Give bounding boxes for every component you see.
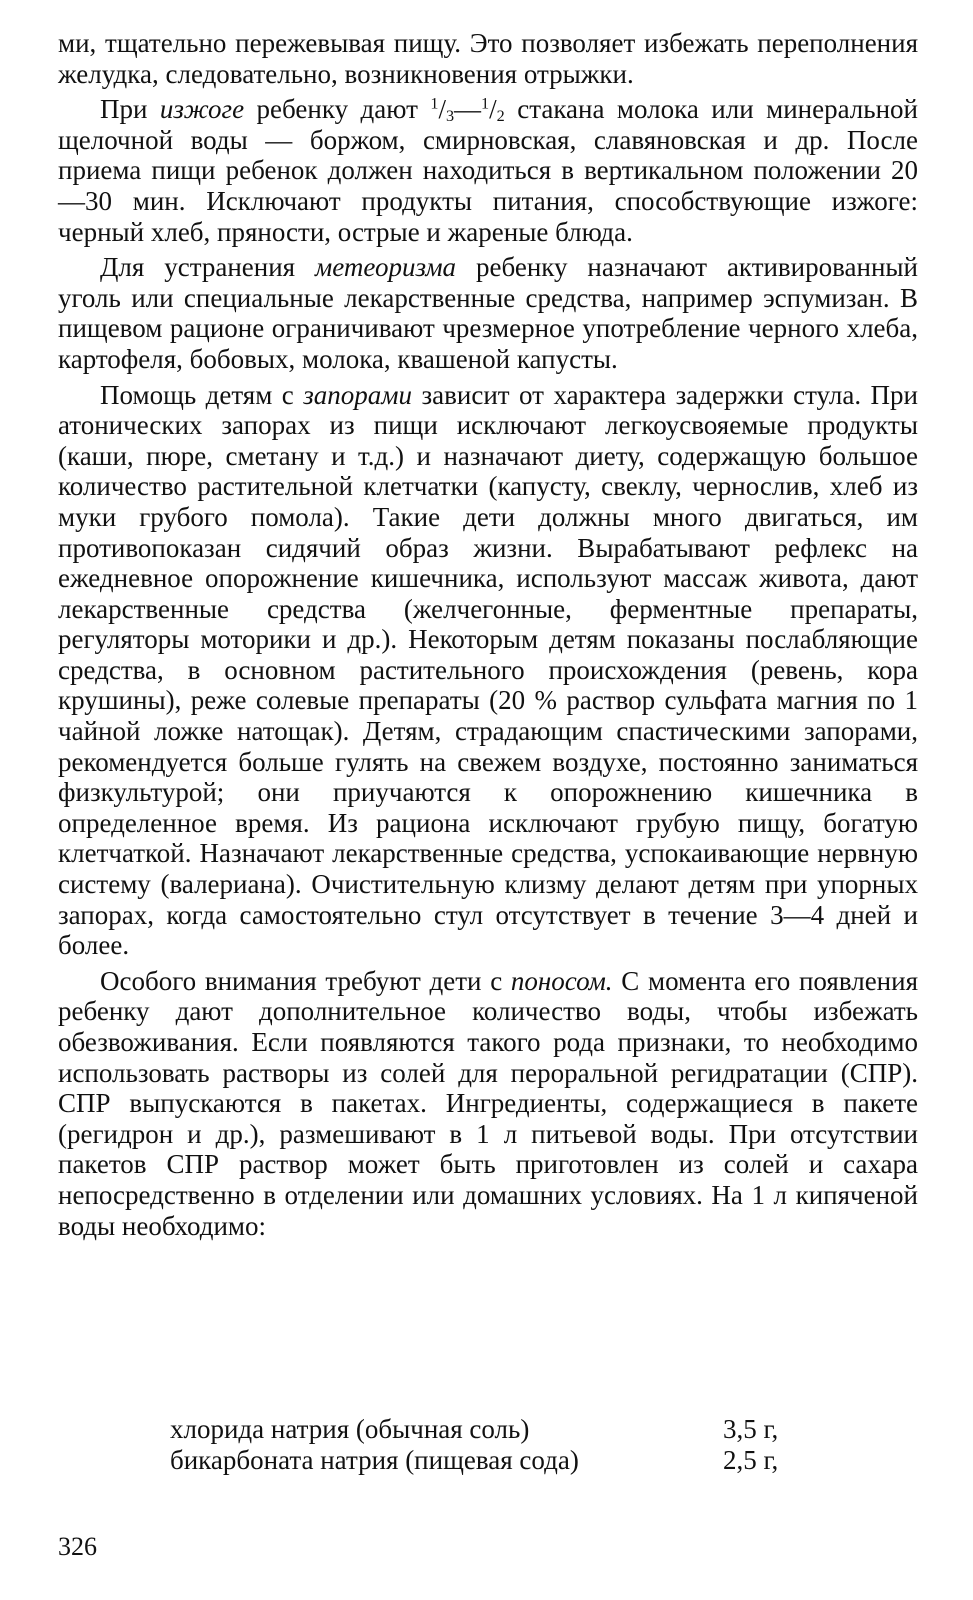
fraction	[481, 94, 505, 124]
body-text	[58, 28, 918, 1241]
fraction-slash: /	[489, 94, 497, 125]
fraction-denominator: 3	[445, 107, 455, 126]
text-run: ми, тщательно пережевывая пищу. Это позволяет избежать переполнения желудка, следовательно, возникновения отрыжки.	[58, 28, 918, 89]
paragraph	[58, 380, 918, 961]
text-run: зависит от характера задержки стула. При атонических запорах из пищи исключают легкоусвояемые продукты (каши, пюре, сметану и т.д.) и назначают диету, содержащую большое количество растительной клетчатки (капусту, свеклу, чернослив, хлеб из муки грубого помола). Такие дети должны много двигаться, им противопоказан сидячий образ жизни. Вырабатывают рефлекс на ежедневное опорожнение кишечника, используют массаж живота, дают лекарственные средства (желчегонные, ферментные препараты, регуляторы моторики и др.). Некоторым детям показаны послабляющие средства, в основном растительного происхождения (ревень, кора крушины), реже солевые препараты (20 % раствор сульфата магния по 1 чайной ложке натощак). Детям, страдающим спастическими запорами, рекомендуется больше гулять на свежем воздухе, постоянно заниматься физкультурой; они приучаются к опорожнению кишечника в определенное время. Из рациона исключают грубую пищу, богатую клетчаткой. Назначают лекарственные средства, успокаивающие нервную систему (валериана). Очистительную клизму делают детям при упорных запорах, когда самостоятельно стул отсутствует в течение 3—4 дней и более.	[58, 379, 919, 961]
paragraph	[58, 94, 918, 247]
ingredient-amount: 2,5 г,	[723, 1444, 779, 1475]
fraction-numerator: 1	[430, 94, 439, 113]
paragraph	[58, 252, 918, 374]
fraction-slash: /	[438, 94, 446, 125]
ingredient-name: бикарбоната натрия (пищевая сода)	[170, 1444, 579, 1475]
emphasized-term: запорами	[303, 379, 413, 410]
text-run: —	[454, 94, 482, 125]
text-run: ребенку дают	[244, 94, 431, 125]
emphasized-term: метеоризма	[314, 252, 457, 283]
fraction-numerator: 1	[481, 94, 490, 113]
ingredient-amount: 3,5 г,	[723, 1414, 779, 1444]
text-run: Помощь детям с	[100, 379, 304, 410]
recipe-list	[170, 1414, 870, 1475]
text-run: ребенку назначают активированный уголь или специальные лекарственные средства, например эспумизан. В пищевом рационе ограничивают чрезмерное употребление черного хлеба, картофеля, бобовых, молока, квашеной капусты.	[58, 252, 918, 374]
fraction-denominator: 2	[496, 107, 505, 126]
text-run: стакана молока или минеральной щелочной воды — боржом, смирновская, славяновская и др. После приема пищи ребенок должен находиться в вертикальном положении 20—30 мин. Исключают продукты питания, способствующие изжоге: черный хлеб, пряности, острые и жареные блюда.	[58, 94, 918, 247]
text-run: При	[100, 94, 160, 125]
recipe-row	[170, 1414, 870, 1445]
text-run: Особого внимания требуют дети с	[100, 965, 511, 996]
text-run: С момента его появления ребенку дают дополнительное количество воды, чтобы избежать обезвоживания. Если появляются такого рода признаки, то необходимо использовать растворы из солей для пероральной регидратации (СПР). СПР выпускаются в пакетах. Ингредиенты, содержащиеся в пакете (регидрон и др.), размешивают в 1 л питьевой воды. При отсутствии пакетов СПР раствор может быть приготовлен из солей и сахара непосредственно в отделении или домашних условиях. На 1 л кипяченой воды необходимо:	[58, 965, 918, 1241]
recipe-row	[170, 1445, 870, 1476]
page-number: 326	[58, 1532, 97, 1561]
paragraph	[58, 966, 918, 1241]
emphasized-term: изжоге	[159, 94, 245, 125]
emphasized-term: поносом.	[510, 965, 613, 996]
paragraph	[58, 28, 918, 89]
fraction	[430, 94, 454, 124]
text-run: Для устранения	[100, 252, 315, 283]
ingredient-name: хлорида натрия (обычная соль)	[170, 1414, 530, 1444]
